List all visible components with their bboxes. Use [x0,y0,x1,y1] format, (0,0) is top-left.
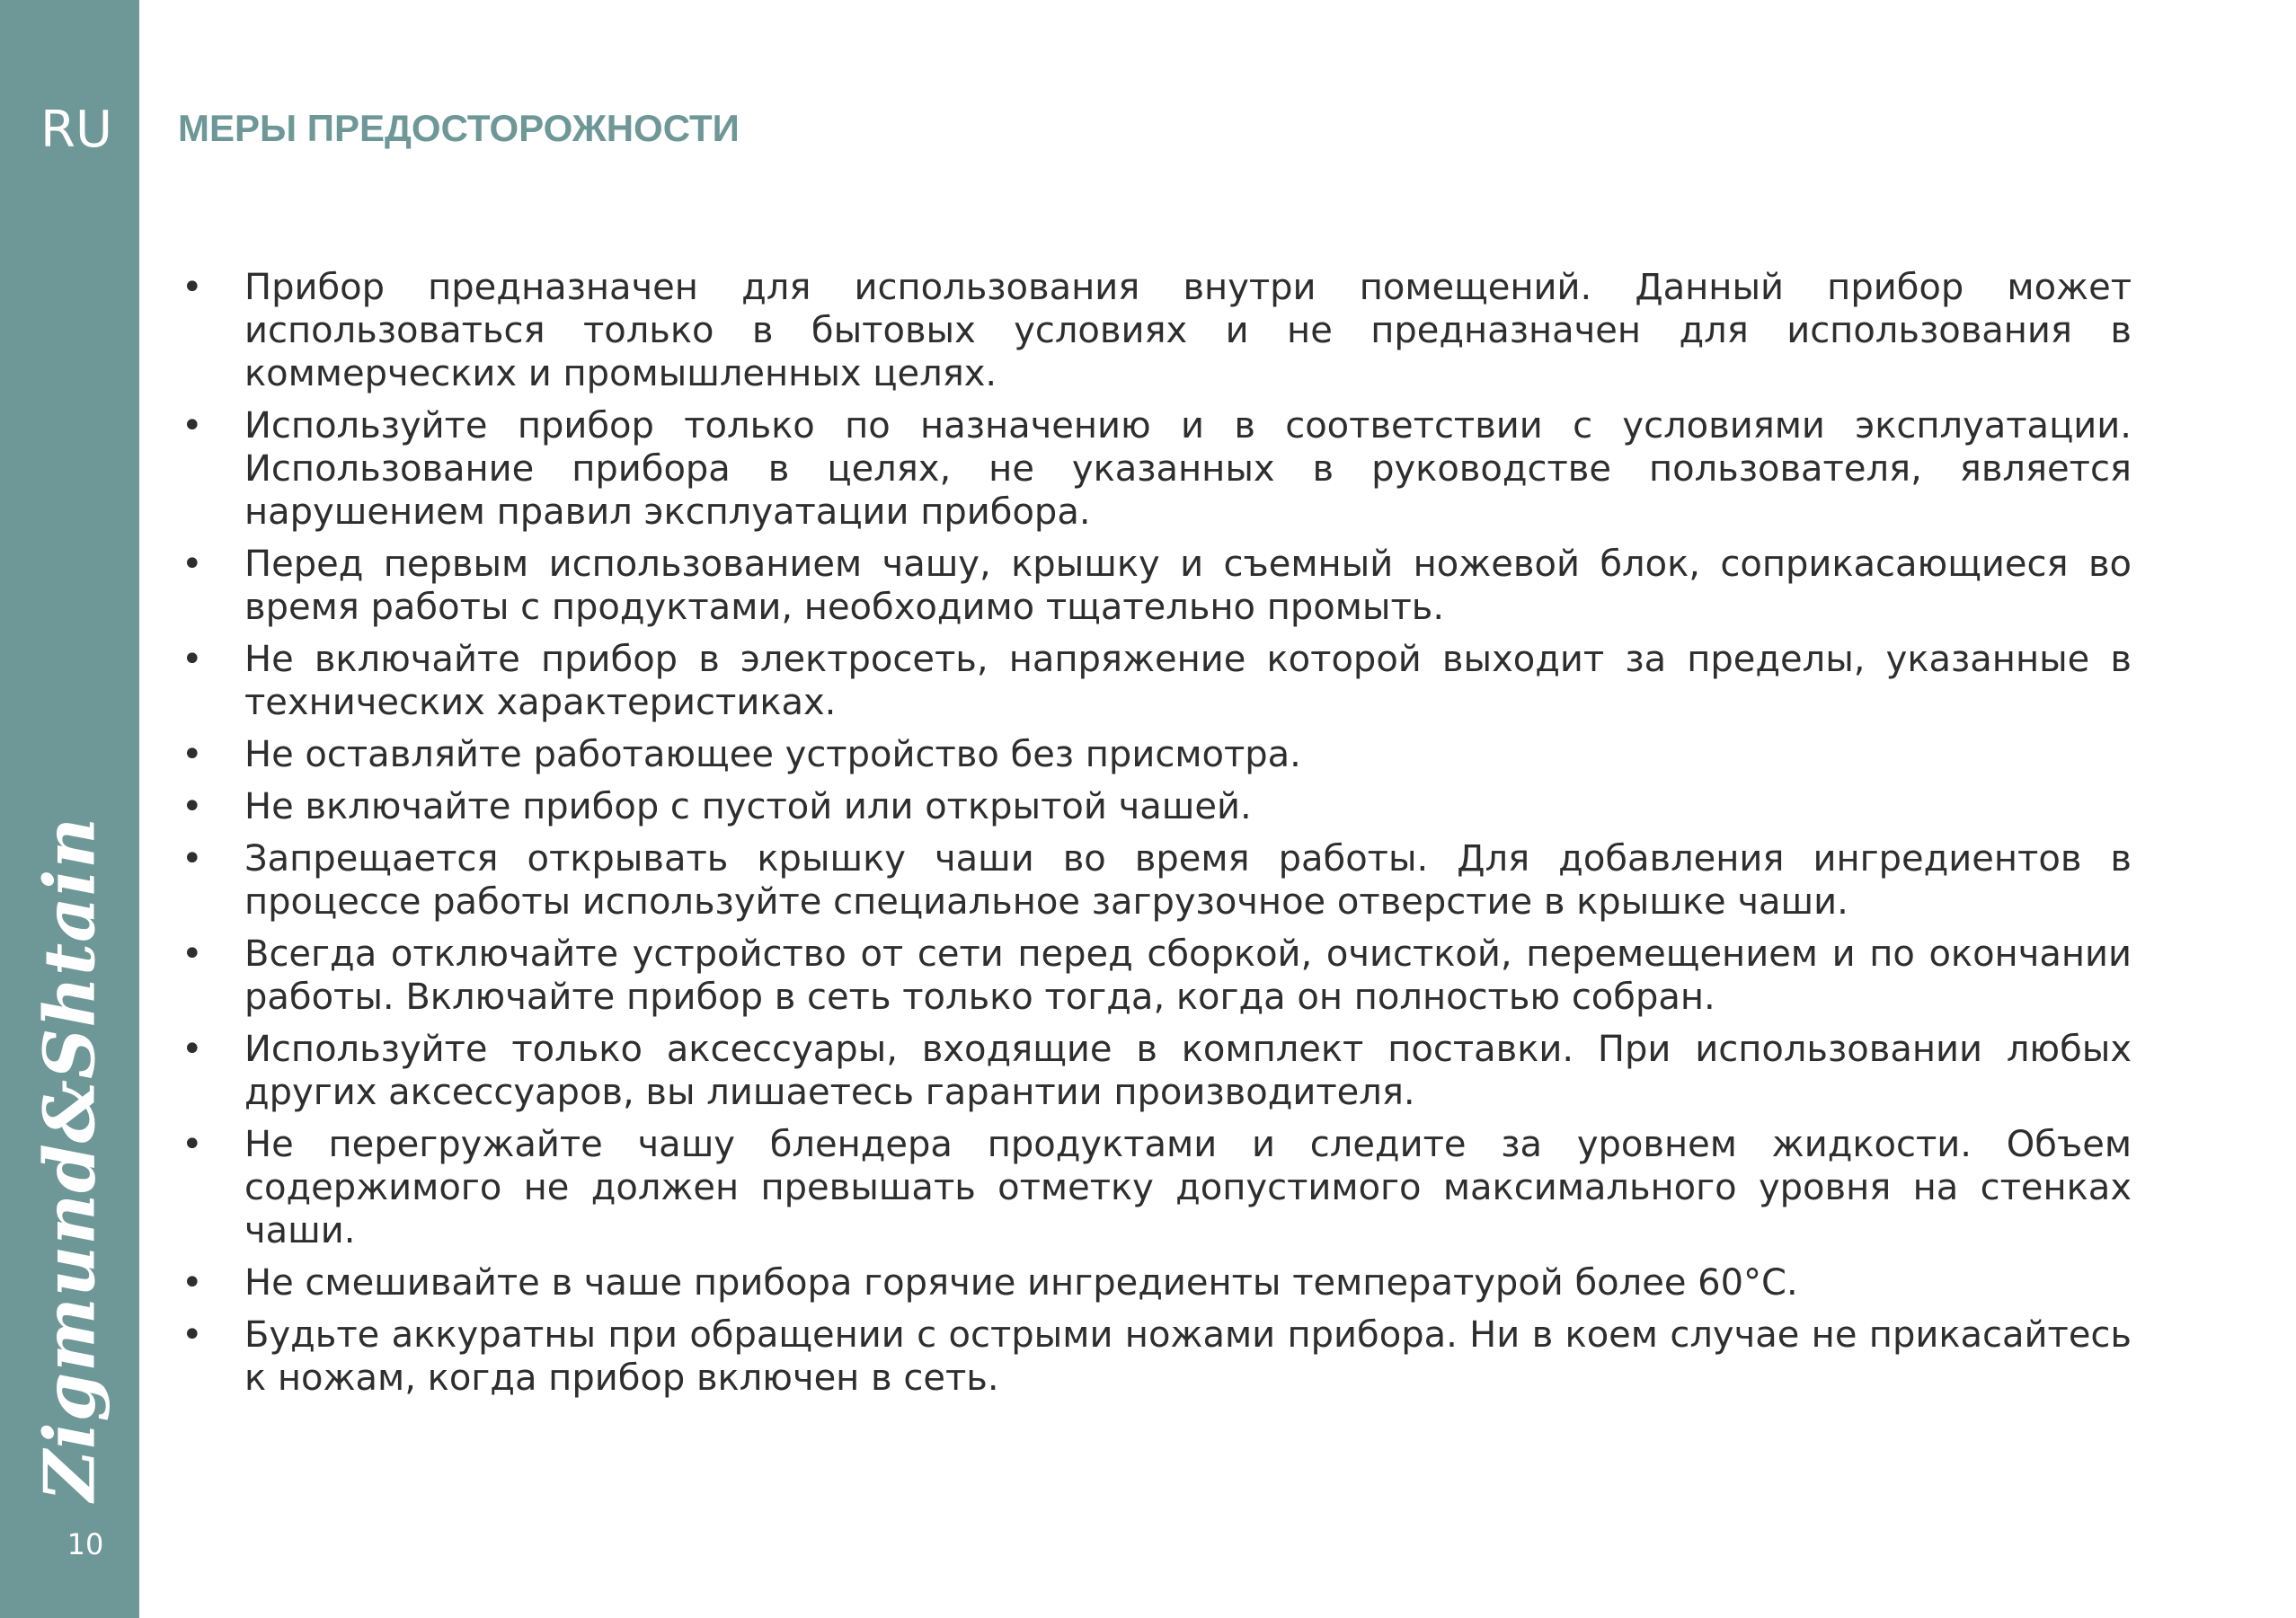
page-title: МЕРЫ ПРЕДОСТОРОЖНОСТИ [178,107,740,149]
list-item: • Всегда отключайте устройство от сети перед сборкой, очисткой, перемещением и по окончании работы. Включайте прибор в сеть только тогда, когда он полностью собран. [178,933,2132,1019]
list-item: • Запрещается открывать крышку чаши во время работы. Для добавления ингредиентов в процессе работы используйте специальное загрузочное отверстие в крышке чаши. [178,837,2132,924]
list-item: • Не включайте прибор с пустой или открытой чашей. [178,785,2132,828]
list-item: • Используйте только аксессуары, входящие в комплект поставки. При использовании любых других аксессуаров, вы лишаетесь гарантии производителя. [178,1028,2132,1114]
precautions-list [178,266,2132,1409]
list-item: • Не оставляйте работающее устройство без присмотра. [178,733,2132,776]
list-item: • Не включайте прибор в электросеть, напряжение которой выходит за пределы, указанные в технических характеристиках. [178,638,2132,724]
list-item: • Не перегружайте чашу блендера продуктами и следите за уровнем жидкости. Объем содержимого не должен превышать отметку допустимого максимального уровня на стенках чаши. [178,1123,2132,1252]
language-label: RU [40,101,112,159]
list-item: • Прибор предназначен для использования внутри помещений. Данный прибор может использоваться только в бытовых условиях и не предназначен для использования в коммерческих и промышленных целях. [178,266,2132,395]
list-item: • Будьте аккуратны при обращении с острыми ножами прибора. Ни в коем случае не прикасайтесь к ножам, когда прибор включен в сеть. [178,1313,2132,1400]
list-item: • Используйте прибор только по назначению и в соответствии с условиями эксплуатации. Использование прибора в целях, не указанных в руководстве пользователя, является нарушением правил эксплуатации прибора. [178,404,2132,534]
page-number: 10 [66,1527,104,1561]
list-item: • Перед первым использованием чашу, крышку и съемный ножевой блок, соприкасающиеся во время работы с продуктами, необходимо тщательно промыть. [178,543,2132,629]
sidebar [0,0,139,1618]
brand-logo: Zigmund&Shtain [29,817,111,1501]
list-item: • Не смешивайте в чаше прибора горячие ингредиенты температурой более 60°C. [178,1261,2132,1304]
